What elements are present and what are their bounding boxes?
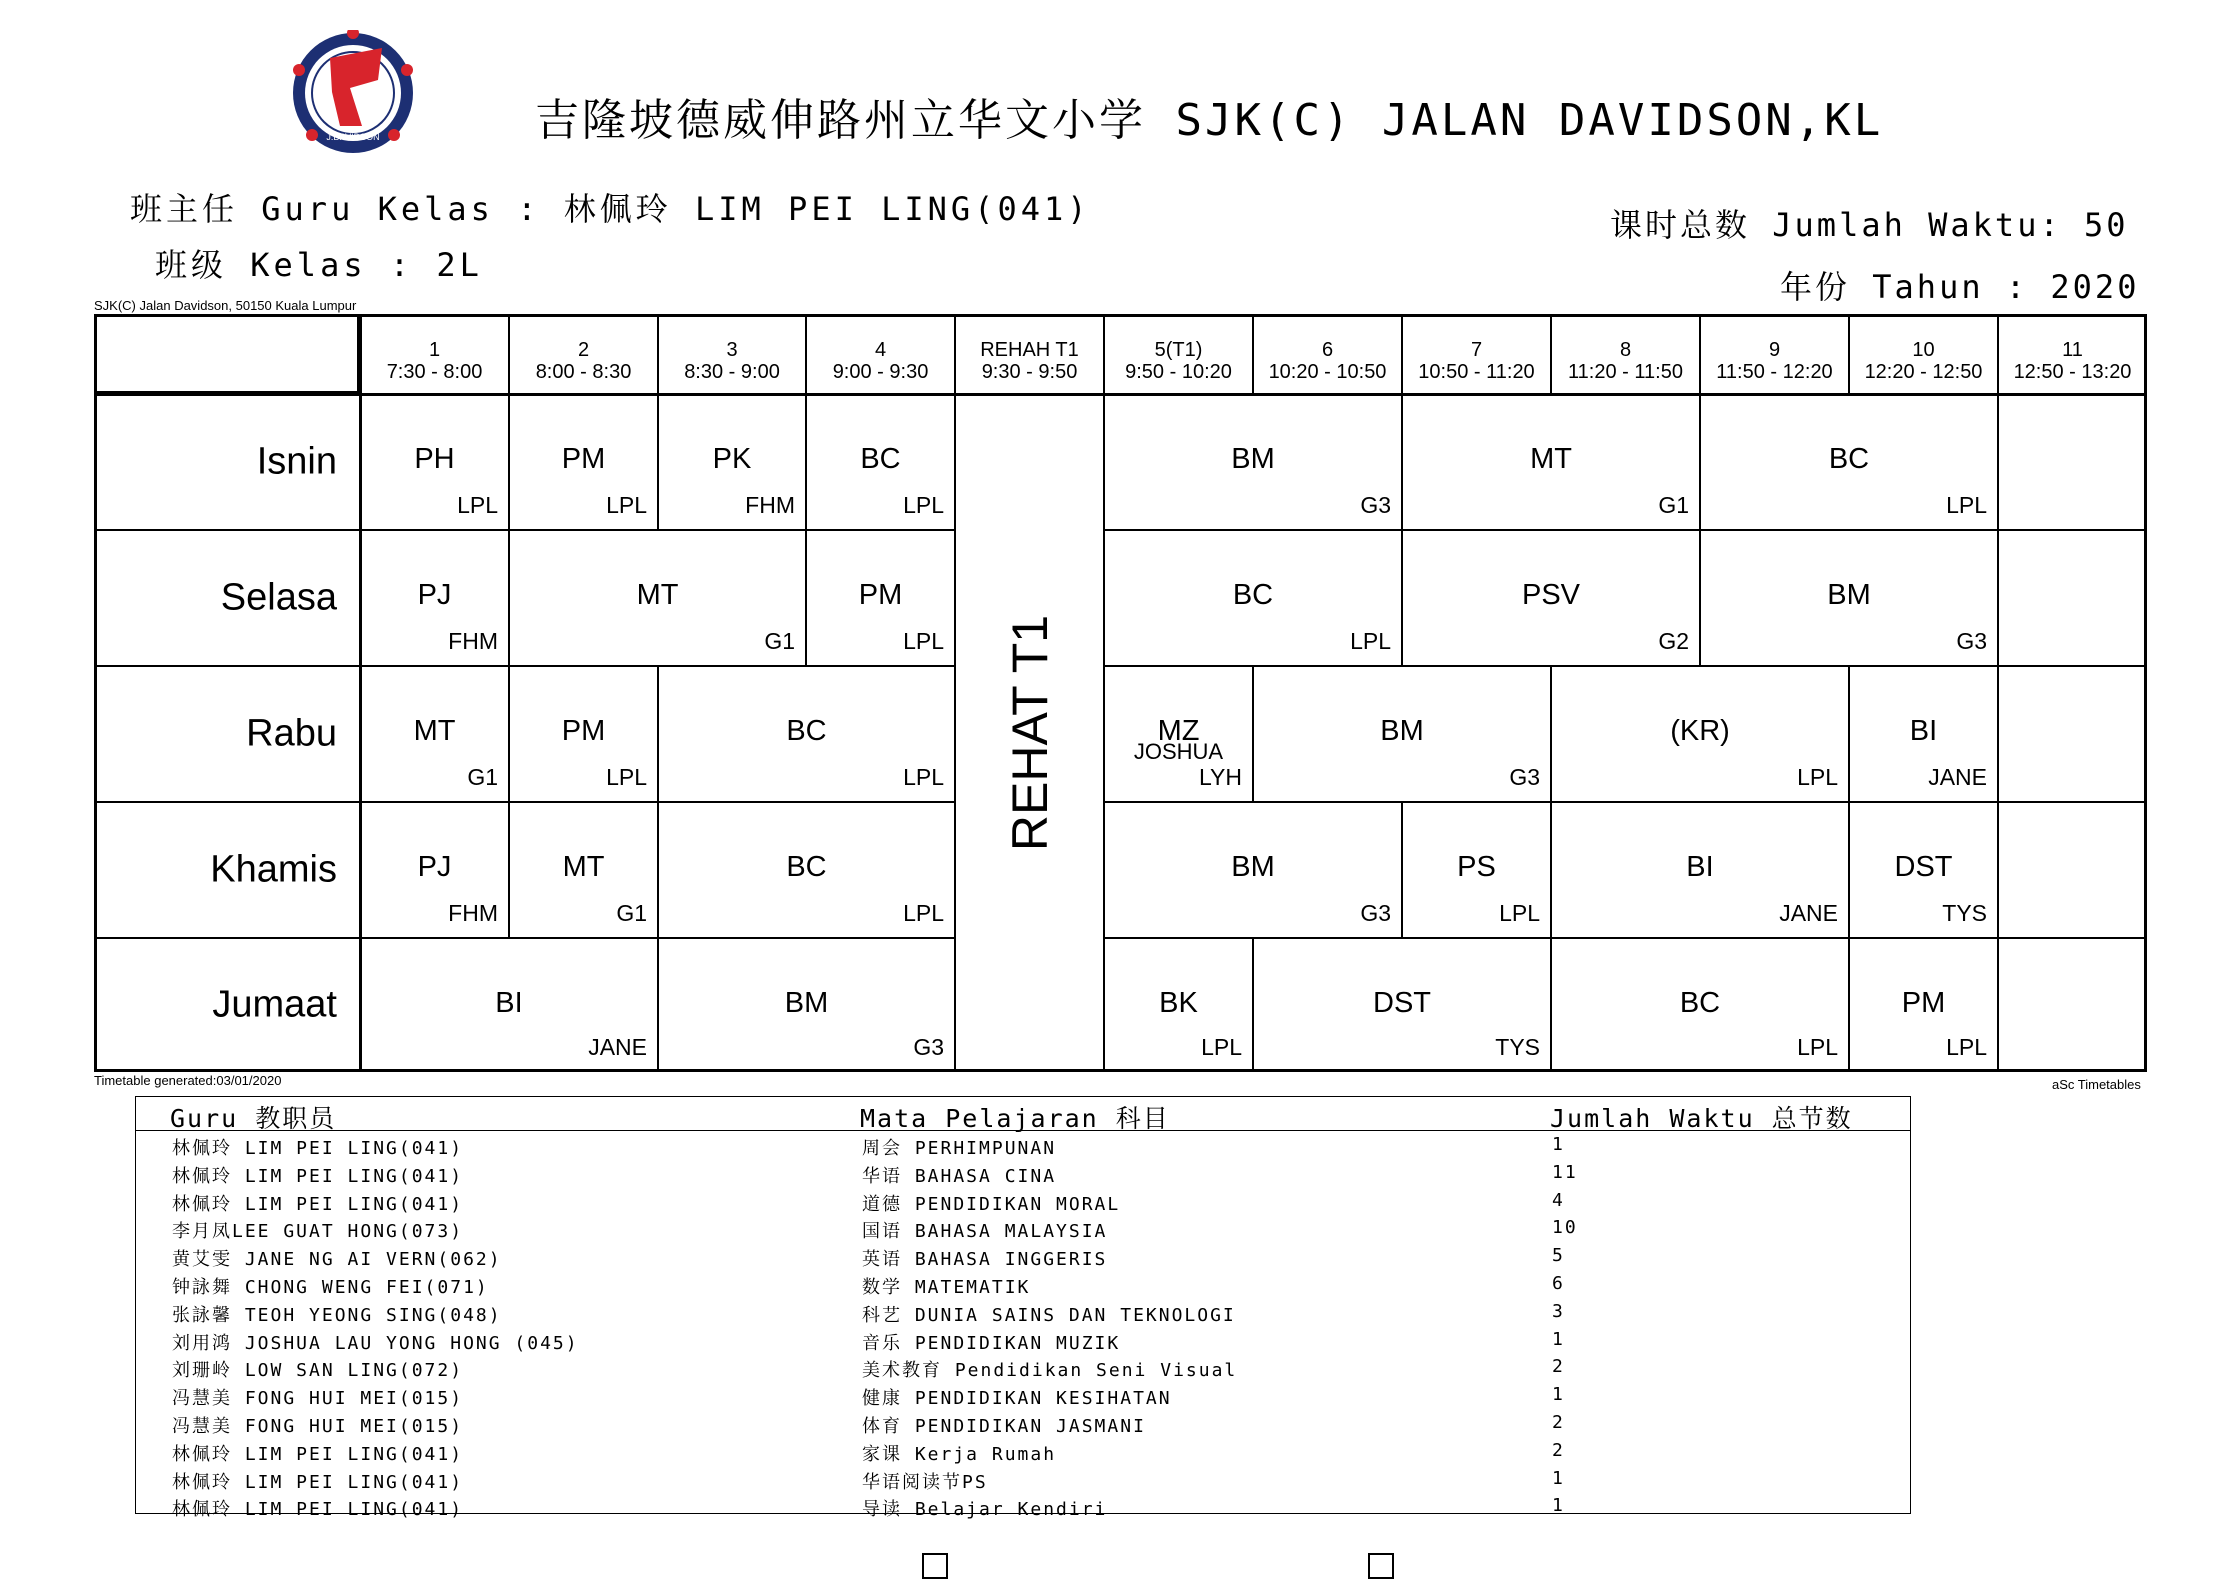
lesson-teacher: LPL	[1946, 1034, 1987, 1060]
lesson-teacher: JANE	[588, 1034, 647, 1060]
lesson-cell	[806, 530, 955, 666]
legend-row	[136, 1242, 1910, 1270]
legend-teacher: 林佩玲 LIM PEI LING(041)	[172, 1499, 464, 1521]
lesson-cell	[658, 938, 955, 1072]
lesson-subject: BC	[860, 443, 901, 475]
lesson-cell	[509, 802, 658, 938]
lesson-cell	[1551, 666, 1849, 802]
legend-teacher: 刘珊岭 LOW SAN LING(072)	[172, 1360, 464, 1382]
lesson-subject: BK	[1159, 987, 1198, 1019]
lesson-teacher: LPL	[1797, 1034, 1838, 1060]
lesson-subject: PM	[561, 715, 606, 747]
lesson-teacher: FHM	[448, 628, 498, 654]
period-time: 11:50 - 12:20	[1716, 361, 1833, 383]
period-number: 5(T1)	[1154, 339, 1203, 361]
lesson-teacher: LPL	[1499, 900, 1540, 926]
lesson-cell	[1402, 530, 1700, 666]
legend-row	[136, 1298, 1910, 1326]
legend-hours: 11	[1552, 1161, 1578, 1183]
lesson-teacher: LPL	[1797, 764, 1838, 790]
period-number: 3	[726, 339, 738, 361]
lesson-cell	[1253, 938, 1551, 1072]
legend-teacher: 冯慧美 FONG HUI MEI(015)	[172, 1388, 464, 1410]
legend-hours: 1	[1552, 1384, 1565, 1406]
school-address: SJK(C) Jalan Davidson, 50150 Kuala Lumpur	[94, 298, 357, 313]
legend-subject: 科艺 DUNIA SAINS DAN TEKNOLOGI	[862, 1304, 1236, 1326]
lesson-subject: BC	[786, 715, 827, 747]
period-header	[806, 314, 955, 394]
lesson-teacher: G1	[1658, 492, 1689, 518]
class-name: 班级 Kelas : 2L	[155, 246, 483, 284]
lesson-teacher: TYS	[1495, 1034, 1540, 1060]
grid-corner	[94, 314, 360, 394]
lesson-subject: BC	[1679, 987, 1721, 1019]
legend-hours: 1	[1552, 1328, 1565, 1350]
school-year: 年份 Tahun : 2020	[1780, 268, 2140, 306]
legend-row	[136, 1326, 1910, 1354]
period-time: 10:50 - 11:20	[1418, 361, 1535, 383]
legend-teacher: 林佩玲 LIM PEI LING(041)	[172, 1138, 464, 1159]
lesson-cell	[1998, 938, 2147, 1072]
lesson-cell	[658, 394, 806, 530]
legend-teacher: 林佩玲 LIM PEI LING(041)	[172, 1471, 464, 1493]
legend-teacher: 钟詠舞 CHONG WENG FEI(071)	[172, 1277, 489, 1298]
legend-teacher: 黄艾雯 JANE NG AI VERN(062)	[172, 1249, 502, 1271]
legend-subject: 华语 BAHASA CINA	[862, 1165, 1057, 1187]
period-number: 1	[428, 339, 441, 361]
period-header	[360, 314, 509, 394]
legend-hours: 4	[1552, 1189, 1565, 1211]
lesson-cell	[1104, 938, 1253, 1072]
legend-subject: 导读 Belajar Kendiri	[862, 1499, 1108, 1521]
period-header	[955, 314, 1104, 394]
period-header	[658, 314, 806, 394]
period-number: 10	[1912, 339, 1935, 361]
legend-subject: 数学 MATEMATIK	[862, 1277, 1031, 1298]
lesson-subject: BM	[784, 987, 829, 1019]
period-time: 11:20 - 11:50	[1568, 361, 1683, 383]
lesson-subject: BM	[1231, 851, 1275, 883]
day-column-separator	[359, 314, 362, 1072]
lesson-subject: PK	[712, 443, 752, 475]
legend-row	[136, 1270, 1910, 1298]
period-number: 11	[2062, 339, 2083, 361]
rehat-column	[955, 394, 1104, 1072]
lesson-teacher: LPL	[1201, 1034, 1242, 1060]
lesson-subject: DST	[1373, 987, 1431, 1019]
checkbox[interactable]	[922, 1553, 948, 1579]
lesson-cell	[1104, 802, 1402, 938]
legend-subject: 健康 PENDIDIKAN KESIHATAN	[862, 1388, 1172, 1410]
period-time: 12:20 - 12:50	[1864, 361, 1983, 383]
lesson-subject: BI	[495, 987, 523, 1019]
legend-subject: 美术教育 Pendidikan Seni Visual	[862, 1360, 1238, 1382]
legend-teacher: 刘用鸿 JOSHUA LAU YONG HONG (045)	[172, 1332, 579, 1354]
legend-hours: 2	[1552, 1412, 1565, 1433]
lesson-teacher: LPL	[1350, 628, 1391, 654]
timetable-grid	[94, 314, 2147, 1072]
period-number: REHAH T1	[980, 339, 1079, 361]
lesson-teacher: G3	[1360, 900, 1391, 926]
period-time: 9:50 - 10:20	[1125, 361, 1232, 383]
lesson-cell	[360, 938, 658, 1072]
period-header	[509, 314, 658, 394]
legend-hours: 1	[1552, 1467, 1565, 1489]
lesson-teacher: FHM	[745, 492, 795, 518]
period-number: 8	[1619, 339, 1632, 361]
legend-teacher: 林佩玲 LIM PEI LING(041)	[172, 1165, 464, 1187]
legend-subject: 国语 BAHASA MALAYSIA	[862, 1221, 1108, 1243]
legend-subject: 周会 PERHIMPUNAN	[862, 1138, 1057, 1159]
lesson-subject: MT	[562, 851, 605, 883]
lesson-subject: PM	[561, 443, 606, 475]
lesson-cell	[1551, 802, 1849, 938]
day-name: Selasa	[220, 576, 337, 619]
lesson-subject: BM	[1380, 715, 1424, 747]
legend-hours: 1	[1552, 1134, 1565, 1155]
period-time: 9:00 - 9:30	[832, 361, 929, 383]
lesson-cell	[360, 802, 509, 938]
lesson-teacher-secondary: JOSHUA	[1133, 739, 1224, 764]
teacher-subject-legend	[135, 1096, 1911, 1521]
legend-row	[136, 1159, 1910, 1187]
legend-teacher: 张詠馨 TEOH YEONG SING(048)	[172, 1304, 502, 1326]
lesson-subject: PM	[1901, 987, 1946, 1019]
lesson-subject: BM	[1827, 579, 1871, 611]
period-header	[1700, 314, 1849, 394]
day-label-cell	[94, 394, 360, 530]
lesson-subject: MT	[1530, 443, 1572, 475]
lesson-cell	[1849, 802, 1998, 938]
lesson-cell	[1104, 666, 1253, 802]
lesson-subject: BC	[1232, 579, 1274, 611]
legend-hours: 2	[1552, 1356, 1565, 1378]
lesson-cell	[1700, 394, 1998, 530]
legend-row	[136, 1131, 1910, 1159]
lesson-subject: MZ	[1157, 715, 1200, 747]
period-number: 2	[577, 339, 590, 361]
legend-subject: 体育 PENDIDIKAN JASMANI	[862, 1416, 1146, 1437]
lesson-teacher: TYS	[1942, 900, 1987, 926]
legend-row	[136, 1409, 1910, 1437]
day-label-cell	[94, 666, 360, 802]
legend-hours: 1	[1552, 1495, 1565, 1517]
lesson-teacher: JANE	[1779, 900, 1838, 926]
period-header	[1849, 314, 1998, 394]
lesson-teacher: LPL	[606, 764, 647, 790]
lesson-subject: PM	[858, 579, 903, 611]
lesson-teacher: G3	[1509, 764, 1540, 790]
day-label-cell	[94, 802, 360, 938]
legend-hours: 10	[1552, 1217, 1578, 1239]
lesson-teacher: LPL	[1946, 492, 1987, 518]
lesson-cell	[1104, 530, 1402, 666]
period-header	[1998, 314, 2147, 394]
header-row-separator	[94, 393, 2147, 396]
lesson-cell	[509, 530, 806, 666]
lesson-cell	[360, 666, 509, 802]
lesson-subject: BC	[786, 851, 827, 883]
period-time: 7:30 - 8:00	[386, 361, 483, 383]
lesson-teacher: LPL	[606, 492, 647, 518]
lesson-subject: DST	[1894, 851, 1953, 883]
lesson-teacher: G3	[1360, 492, 1391, 518]
period-time: 10:20 - 10:50	[1268, 361, 1387, 383]
legend-row	[136, 1465, 1910, 1493]
lesson-teacher: LPL	[903, 492, 944, 518]
lesson-cell	[658, 666, 955, 802]
legend-row	[136, 1187, 1910, 1215]
lesson-cell	[1998, 530, 2147, 666]
legend-teacher: 林佩玲 LIM PEI LING(041)	[172, 1193, 464, 1215]
lesson-cell	[1402, 394, 1700, 530]
lesson-cell	[1849, 666, 1998, 802]
lesson-cell	[806, 394, 955, 530]
lesson-teacher: G1	[764, 628, 795, 654]
lesson-subject: PS	[1457, 851, 1496, 883]
legend-hours: 6	[1552, 1273, 1565, 1294]
legend-subject: 道德 PENDIDIKAN MORAL	[862, 1193, 1121, 1215]
lesson-teacher: LYH	[1198, 764, 1242, 790]
day-label-cell	[94, 938, 360, 1072]
legend-row	[136, 1492, 1910, 1520]
lesson-subject: BI	[1686, 851, 1714, 883]
rehat-label: REHAT T1	[1001, 614, 1058, 852]
school-title: 吉隆坡德威伸路州立华文小学 SJK(C) JALAN DAVIDSON,KL	[535, 95, 1884, 146]
lesson-cell	[1998, 802, 2147, 938]
period-time: 8:00 - 8:30	[535, 361, 632, 383]
lesson-teacher: G1	[467, 764, 498, 790]
lesson-teacher: LPL	[903, 900, 944, 926]
lesson-cell	[1998, 666, 2147, 802]
lesson-cell	[1253, 666, 1551, 802]
day-name: Isnin	[256, 440, 337, 483]
day-name: Jumaat	[212, 983, 337, 1026]
day-name: Rabu	[246, 712, 337, 755]
lesson-subject: MT	[636, 579, 679, 611]
lesson-cell	[360, 394, 509, 530]
period-time: 12:50 - 13:20	[2013, 361, 2132, 383]
lesson-cell	[658, 802, 955, 938]
period-header	[1551, 314, 1700, 394]
legend-row	[136, 1214, 1910, 1242]
period-header	[1253, 314, 1402, 394]
period-time: 8:30 - 9:00	[684, 361, 780, 383]
legend-header-hours: Jumlah Waktu 总节数	[1550, 1104, 1853, 1133]
legend-hours: 5	[1552, 1245, 1565, 1267]
legend-teacher: 李月凤LEE GUAT HONG(073)	[172, 1221, 464, 1243]
lesson-teacher: G3	[1956, 628, 1987, 654]
lesson-cell	[360, 530, 509, 666]
period-time: 9:30 - 9:50	[981, 361, 1078, 383]
lesson-subject: MT	[413, 715, 456, 747]
period-number: 6	[1321, 339, 1334, 361]
lesson-cell	[1700, 530, 1998, 666]
legend-hours: 2	[1552, 1439, 1565, 1461]
day-name: Khamis	[210, 848, 337, 891]
legend-header-teacher: Guru 教职员	[170, 1104, 337, 1133]
software-credit: aSc Timetables	[2052, 1077, 2141, 1092]
period-header	[1104, 314, 1253, 394]
lesson-teacher: G2	[1658, 628, 1689, 654]
svg-text:J.DAVIDSON: J.DAVIDSON	[326, 132, 380, 142]
period-header	[1402, 314, 1551, 394]
lesson-subject: PH	[414, 443, 455, 475]
lesson-teacher: LPL	[903, 628, 944, 654]
legend-row	[136, 1353, 1910, 1381]
generated-date: Timetable generated:03/01/2020	[94, 1073, 282, 1088]
checkbox[interactable]	[1368, 1553, 1394, 1579]
lesson-cell	[1849, 938, 1998, 1072]
total-periods: 课时总数 Jumlah Waktu: 50	[1610, 206, 2129, 244]
lesson-subject: PJ	[417, 579, 452, 611]
lesson-cell	[1104, 394, 1402, 530]
lesson-subject: PJ	[417, 851, 452, 883]
lesson-cell	[509, 666, 658, 802]
legend-subject: 华语阅读节PS	[862, 1471, 988, 1493]
legend-teacher: 冯慧美 FONG HUI MEI(015)	[172, 1416, 464, 1437]
period-number: 4	[874, 339, 887, 361]
legend-teacher: 林佩玲 LIM PEI LING(041)	[172, 1443, 464, 1465]
lesson-subject: PSV	[1521, 579, 1581, 611]
lesson-cell	[509, 394, 658, 530]
legend-subject: 家课 Kerja Rumah	[862, 1443, 1057, 1465]
lesson-teacher: JANE	[1928, 764, 1987, 790]
school-logo	[290, 30, 416, 156]
legend-hours: 3	[1552, 1300, 1565, 1322]
lesson-subject: BI	[1909, 715, 1938, 747]
lesson-cell	[1551, 938, 1849, 1072]
lesson-teacher: FHM	[448, 900, 498, 926]
legend-row	[136, 1437, 1910, 1465]
lesson-teacher: LPL	[903, 764, 944, 790]
period-number: 9	[1768, 339, 1781, 361]
lesson-subject: (KR)	[1670, 715, 1730, 747]
lesson-teacher: G1	[616, 900, 647, 926]
legend-header-subject: Mata Pelajaran 科目	[860, 1104, 1170, 1133]
class-teacher: 班主任 Guru Kelas : 林佩玲 LIM PEI LING(041)	[130, 190, 1091, 228]
lesson-subject: BM	[1231, 443, 1275, 475]
legend-row	[136, 1381, 1910, 1409]
period-number: 7	[1470, 339, 1483, 361]
lesson-teacher: G3	[913, 1034, 944, 1060]
legend-subject: 音乐 PENDIDIKAN MUZIK	[862, 1332, 1121, 1354]
lesson-subject: BC	[1828, 443, 1870, 475]
lesson-cell	[1998, 394, 2147, 530]
lesson-cell	[1402, 802, 1551, 938]
legend-subject: 英语 BAHASA INGGERIS	[862, 1249, 1108, 1271]
lesson-teacher: LPL	[457, 492, 498, 518]
day-label-cell	[94, 530, 360, 666]
